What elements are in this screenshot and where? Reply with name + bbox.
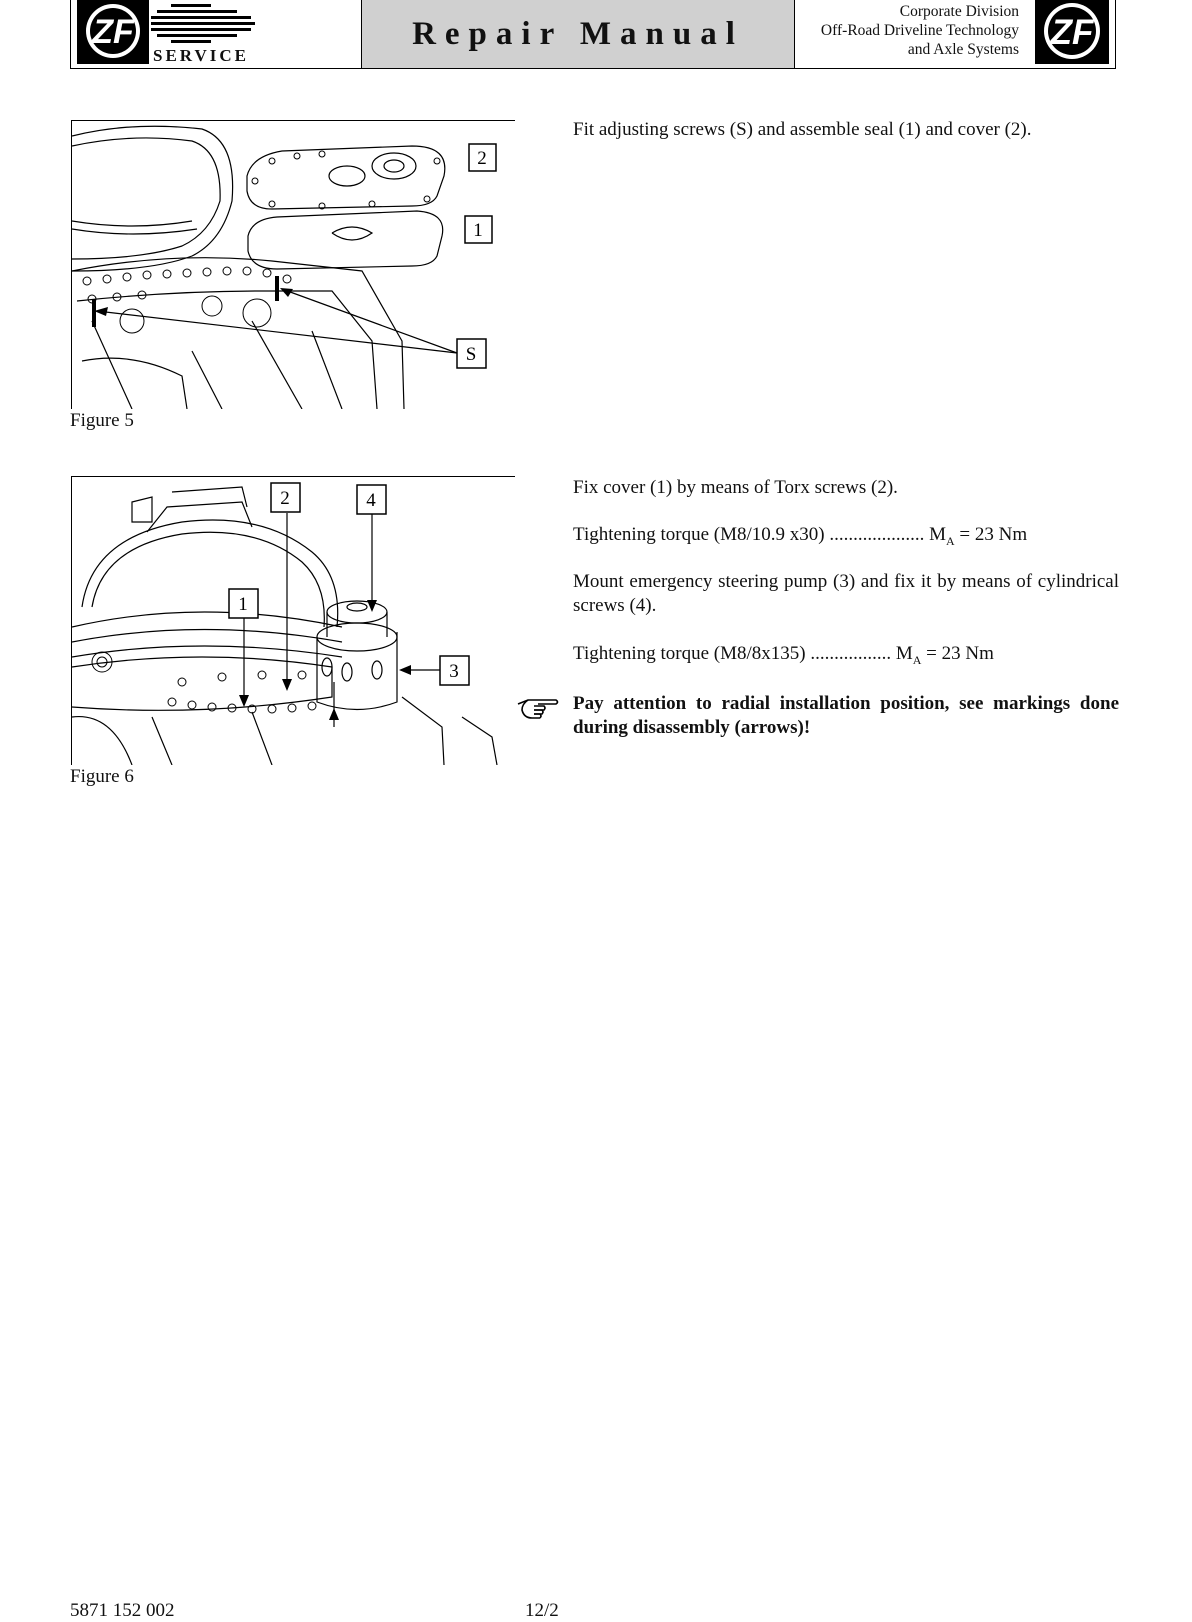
corporate-block (795, 0, 1115, 68)
page-number: 12/2 (525, 1600, 559, 1621)
installation-note: Pay attention to radial installation position, see markings done during disassembly (arrows)! (573, 693, 1119, 738)
corporate-division-text (821, 2, 1019, 59)
fix-cover-instruction: Fix cover (1) by means of Torx screws (2). (573, 477, 898, 498)
figure-5-label-1: 1 (473, 220, 483, 241)
figure-5-caption: Figure 5 (70, 410, 134, 431)
document-number: 5871 152 002 (70, 1600, 175, 1621)
figure-5-label-s: S (465, 344, 477, 365)
service-label: SERVICE (153, 46, 249, 65)
corp-line-3: and Axle Systems (907, 41, 1019, 58)
mount-pump-instruction: Mount emergency steering pump (3) and fix it by means of cylindrical screws (4). (573, 571, 1119, 616)
figure-6-label-1: 1 (238, 594, 248, 615)
page-title: Repair Manual (412, 15, 744, 52)
gearbox-cover-drawing (72, 121, 515, 409)
zf-logo-left (77, 0, 149, 64)
page-header (70, 0, 1116, 69)
figure-5-image (71, 120, 515, 409)
title-block (362, 0, 795, 68)
corp-line-1: Corporate Division (899, 3, 1019, 20)
pointing-hand-icon (516, 696, 560, 720)
figure-6-label-3: 3 (449, 661, 459, 682)
figure-5-instruction: Fit adjusting screws (S) and assemble seal (1) and cover (2). (573, 119, 1032, 140)
torque-spec-1 (573, 523, 1118, 553)
torque-spec-2 (573, 642, 1118, 672)
torque-2-label: Tightening torque (M8/8x135) ................. M (573, 643, 913, 664)
corp-line-2: Off-Road Driveline Technology (820, 22, 1019, 39)
svg-text:ZF: ZF (92, 13, 134, 51)
svg-text:ZF: ZF (1050, 13, 1094, 52)
figure-6-label-4: 4 (366, 490, 376, 511)
steering-pump-drawing (72, 477, 515, 765)
figure-6-label-2: 2 (280, 488, 290, 509)
torque-2-subscript: A (912, 652, 922, 667)
zf-logo-right (1035, 0, 1109, 64)
torque-1-label: Tightening torque (M8/10.9 x30) .................... M (573, 524, 946, 545)
torque-1-value: = 23 Nm (954, 524, 1028, 545)
figure-5-label-2: 2 (477, 148, 487, 169)
figure-6-image (71, 476, 515, 765)
figure-6-caption: Figure 6 (70, 766, 134, 787)
service-stripes-icon (151, 2, 257, 44)
zf-service-logo-block (71, 0, 362, 68)
torque-2-value: = 23 Nm (921, 643, 994, 664)
torque-1-subscript: A (945, 533, 955, 548)
